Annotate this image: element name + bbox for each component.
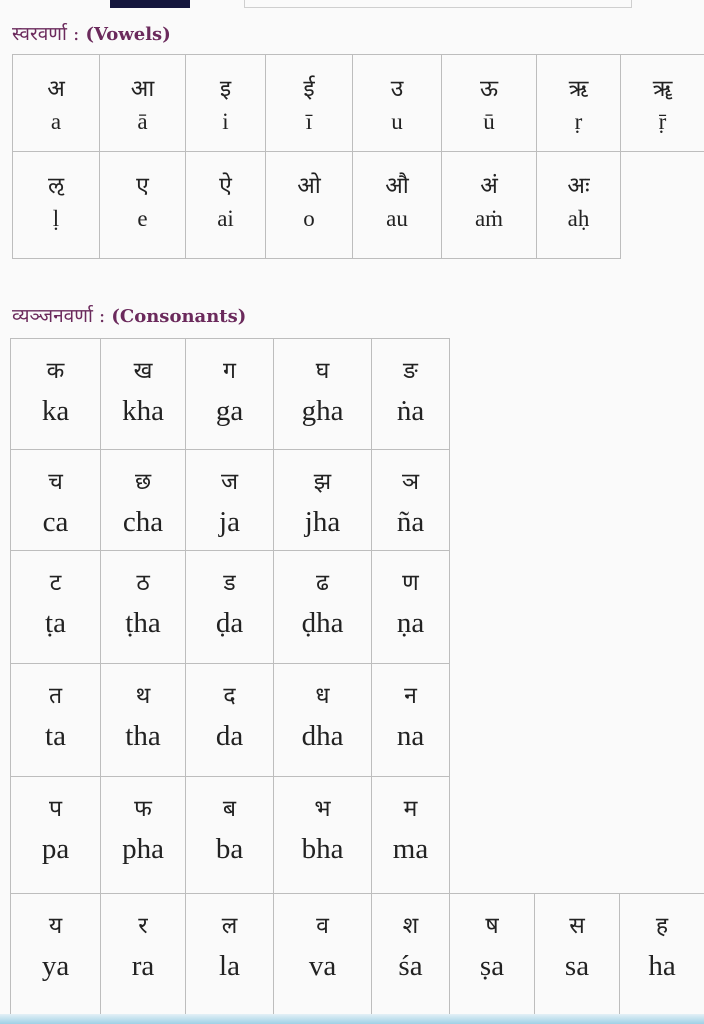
transliteration: ba xyxy=(215,833,244,865)
table-row xyxy=(11,777,704,894)
transliteration: bha xyxy=(301,833,344,865)
devanagari-letter: ञ xyxy=(401,469,420,495)
transliteration: va xyxy=(308,950,337,982)
transliteration: na xyxy=(396,720,425,752)
devanagari-letter: उ xyxy=(390,76,404,102)
empty-cell xyxy=(450,339,535,450)
letter-cell xyxy=(11,777,101,894)
devanagari-letter: द xyxy=(223,683,236,709)
vowels-heading-english: (Vowels) xyxy=(85,24,171,45)
transliteration: cha xyxy=(122,506,164,538)
devanagari-letter: ढ xyxy=(316,570,329,596)
empty-cell xyxy=(535,339,620,450)
devanagari-letter: घ xyxy=(315,358,330,384)
letter-cell xyxy=(186,551,274,664)
letter-cell xyxy=(266,55,353,152)
transliteration: o xyxy=(303,206,315,231)
empty-cell xyxy=(450,450,535,551)
devanagari-letter: छ xyxy=(134,469,152,495)
transliteration: ya xyxy=(41,950,70,982)
table-row xyxy=(11,339,704,450)
transliteration: aḥ xyxy=(567,206,590,231)
transliteration: dha xyxy=(301,720,344,752)
empty-cell xyxy=(450,551,535,664)
letter-cell xyxy=(372,551,450,664)
devanagari-letter: अं xyxy=(480,173,498,199)
header-tab-fragment xyxy=(110,0,190,8)
devanagari-letter: ह xyxy=(655,913,669,939)
table-row xyxy=(11,894,704,1015)
devanagari-letter: त xyxy=(48,683,63,709)
letter-cell xyxy=(13,152,100,259)
vowels-heading-devanagari: स्वरवर्णा : xyxy=(12,23,80,45)
transliteration: ra xyxy=(131,950,155,982)
devanagari-letter: ल xyxy=(221,913,238,939)
transliteration: kha xyxy=(122,395,164,427)
devanagari-letter: फ xyxy=(134,796,152,822)
letter-cell xyxy=(186,894,274,1015)
devanagari-letter: ङ xyxy=(403,358,418,384)
transliteration: e xyxy=(137,206,148,231)
transliteration: u xyxy=(391,109,403,134)
transliteration: i xyxy=(222,109,229,134)
letter-cell xyxy=(11,551,101,664)
letter-cell xyxy=(101,664,186,777)
transliteration: ḍha xyxy=(301,607,344,639)
devanagari-letter: भ xyxy=(314,796,331,822)
transliteration: ṛ xyxy=(574,109,583,134)
transliteration: ḷ xyxy=(52,206,60,231)
letter-cell xyxy=(621,55,704,152)
consonants-heading-devanagari: व्यञ्जनवर्णा : xyxy=(12,305,106,327)
consonants-table xyxy=(10,338,704,1015)
transliteration: ca xyxy=(42,506,69,538)
transliteration: ta xyxy=(45,720,66,752)
devanagari-letter: झ xyxy=(313,469,332,495)
letter-cell xyxy=(274,339,372,450)
devanagari-letter: ड xyxy=(223,570,236,596)
letter-cell xyxy=(353,152,442,259)
devanagari-letter: अ xyxy=(47,76,65,102)
consonants-heading xyxy=(12,302,246,328)
transliteration: au xyxy=(386,206,408,231)
devanagari-letter: प xyxy=(48,796,63,822)
letter-cell xyxy=(101,894,186,1015)
transliteration: ka xyxy=(41,395,70,427)
table-row xyxy=(11,664,704,777)
devanagari-letter: ऐ xyxy=(219,173,232,199)
devanagari-letter: श xyxy=(402,913,419,939)
letter-cell xyxy=(101,777,186,894)
transliteration: ṣa xyxy=(479,950,505,982)
letter-cell xyxy=(372,339,450,450)
transliteration: pa xyxy=(41,833,70,865)
vowels-heading xyxy=(12,20,171,46)
transliteration: pha xyxy=(122,833,164,865)
devanagari-letter: ऌ xyxy=(47,173,65,199)
letter-cell xyxy=(101,450,186,551)
letter-cell xyxy=(372,894,450,1015)
top-header-fragment xyxy=(0,0,704,14)
letter-cell xyxy=(11,894,101,1015)
letter-cell xyxy=(100,152,186,259)
table-row xyxy=(11,551,704,664)
transliteration: jha xyxy=(304,506,341,538)
letter-cell xyxy=(537,55,621,152)
empty-cell xyxy=(620,450,704,551)
letter-cell xyxy=(274,450,372,551)
header-box-fragment xyxy=(244,0,632,8)
letter-cell xyxy=(186,450,274,551)
letter-cell xyxy=(372,664,450,777)
devanagari-letter: क xyxy=(46,358,65,384)
transliteration: śa xyxy=(398,950,423,982)
transliteration: ū xyxy=(483,109,495,134)
transliteration: ja xyxy=(219,506,240,538)
transliteration: aṁ xyxy=(474,206,504,231)
devanagari-letter: स xyxy=(569,913,585,939)
transliteration: ha xyxy=(648,950,676,982)
transliteration: da xyxy=(215,720,244,752)
letter-cell xyxy=(100,55,186,152)
devanagari-letter: ई xyxy=(303,76,315,102)
consonants-heading-english: (Consonants) xyxy=(111,306,247,327)
devanagari-letter: ओ xyxy=(297,173,321,199)
letter-cell xyxy=(274,664,372,777)
devanagari-letter: ज xyxy=(220,469,239,495)
vowels-table xyxy=(12,54,704,259)
empty-cell xyxy=(620,551,704,664)
empty-cell xyxy=(535,450,620,551)
devanagari-letter: ष xyxy=(485,913,499,939)
letter-cell xyxy=(274,777,372,894)
transliteration: gha xyxy=(301,395,344,427)
letter-cell xyxy=(353,55,442,152)
transliteration: ṝ xyxy=(658,109,667,134)
devanagari-letter: ख xyxy=(133,358,153,384)
devanagari-letter: ए xyxy=(136,173,149,199)
letter-cell xyxy=(186,339,274,450)
devanagari-letter: ग xyxy=(223,358,236,384)
devanagari-letter: र xyxy=(138,913,148,939)
empty-cell xyxy=(535,777,620,894)
letter-cell xyxy=(266,152,353,259)
transliteration: ma xyxy=(392,833,429,865)
letter-cell xyxy=(535,894,620,1015)
empty-cell xyxy=(621,152,704,259)
devanagari-letter: ऊ xyxy=(479,76,499,102)
transliteration: tha xyxy=(125,720,161,752)
letter-cell xyxy=(186,664,274,777)
table-row xyxy=(11,450,704,551)
bottom-edge-strip xyxy=(0,1014,704,1024)
letter-cell xyxy=(186,152,266,259)
devanagari-letter: ॠ xyxy=(652,76,673,102)
letter-cell xyxy=(372,777,450,894)
devanagari-letter: म xyxy=(403,796,418,822)
letter-cell xyxy=(274,551,372,664)
letter-cell xyxy=(450,894,535,1015)
letter-cell xyxy=(13,55,100,152)
devanagari-letter: च xyxy=(48,469,63,495)
devanagari-letter: आ xyxy=(130,76,155,102)
transliteration: ṇa xyxy=(396,607,425,639)
letter-cell xyxy=(274,894,372,1015)
letter-cell xyxy=(101,339,186,450)
letter-cell xyxy=(186,55,266,152)
transliteration: ga xyxy=(215,395,244,427)
table-row xyxy=(13,152,704,259)
devanagari-letter: ठ xyxy=(136,570,150,596)
letter-cell xyxy=(442,55,537,152)
letter-cell xyxy=(11,664,101,777)
transliteration: ḍa xyxy=(215,607,244,639)
transliteration: a xyxy=(50,109,62,134)
letter-cell xyxy=(11,450,101,551)
empty-cell xyxy=(620,664,704,777)
letter-cell xyxy=(186,777,274,894)
empty-cell xyxy=(535,551,620,664)
devanagari-letter: ट xyxy=(49,570,62,596)
empty-cell xyxy=(620,777,704,894)
devanagari-letter: ण xyxy=(402,570,419,596)
transliteration: la xyxy=(219,950,240,982)
devanagari-letter: थ xyxy=(135,683,151,709)
letter-cell xyxy=(101,551,186,664)
transliteration: ai xyxy=(217,206,234,231)
letter-cell xyxy=(537,152,621,259)
letter-cell xyxy=(372,450,450,551)
transliteration: ṅa xyxy=(396,395,425,427)
transliteration: sa xyxy=(564,950,590,982)
empty-cell xyxy=(450,664,535,777)
devanagari-letter: न xyxy=(404,683,417,709)
transliteration: ā xyxy=(137,109,148,134)
letter-cell xyxy=(442,152,537,259)
devanagari-letter: य xyxy=(48,913,63,939)
devanagari-letter: औ xyxy=(385,173,409,199)
devanagari-letter: व xyxy=(316,913,329,939)
devanagari-letter: इ xyxy=(219,76,232,102)
empty-cell xyxy=(535,664,620,777)
empty-cell xyxy=(620,339,704,450)
devanagari-letter: ब xyxy=(222,796,237,822)
letter-cell xyxy=(11,339,101,450)
transliteration: ī xyxy=(305,109,313,134)
devanagari-letter: ध xyxy=(315,683,330,709)
transliteration: ña xyxy=(396,506,425,538)
letter-cell xyxy=(620,894,704,1015)
devanagari-letter: अः xyxy=(567,173,590,199)
devanagari-letter: ऋ xyxy=(568,76,589,102)
empty-cell xyxy=(450,777,535,894)
table-row xyxy=(13,55,704,152)
transliteration: ṭha xyxy=(125,607,161,639)
transliteration: ṭa xyxy=(45,607,66,639)
